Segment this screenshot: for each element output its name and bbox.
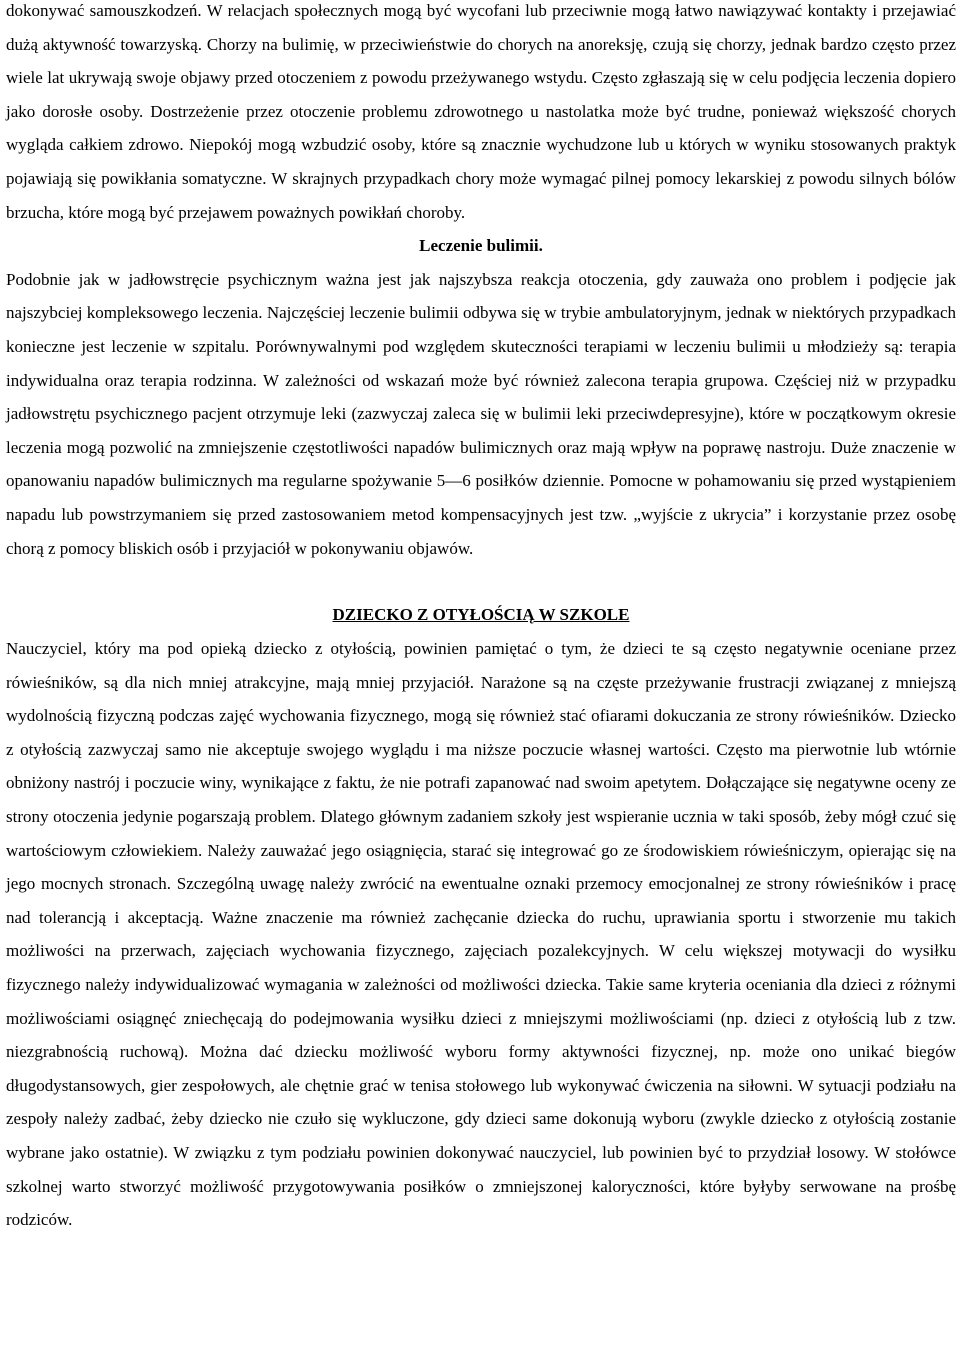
bulimia-treatment-heading: Leczenie bulimii. xyxy=(419,236,543,256)
obesity-section-paragraph: Nauczyciel, który ma pod opieką dziecko z otyłością, powinien pamiętać o tym, że dzieci te są często negatywnie oceniane przez rówieśników, są dla nich mniej atrakcyjne, mają mniej przyjaciół. Narażone są na częste przeżywanie frustracji związanej z mniejszą wydolnością fizyczną podczas zajęć wychowania fizycznego, mogą się również stać ofiarami dokuczania ze strony rówieśników. Dziecko z otyłością zazwyczaj samo nie akceptuje swojego wyglądu i ma niższe poczucie własnej wartości. Często ma pierwotnie lub wtórnie obniżony nastrój i poczucie winy, wynikające z faktu, że nie potrafi zapanować nad swoim apetytem. Dołączające się negatywne oceny ze strony otoczenia jedynie pogarszają problem. Dlatego głównym zadaniem szkoły jest wspieranie ucznia w taki sposób, żeby mógł czuć się wartościowym człowiekiem. Należy zauważać jego osiągnięcia, starać się integrować go ze środowiskiem rówieśniczym, opierając się na jego mocnych stronach. Szczególną uwagę należy zwrócić na ewentualne oznaki przemocy emocjonalnej ze strony rówieśników i pracę nad tolerancją i akceptacją. Ważne znaczenie ma również zachęcanie dziecka do ruchu, uprawiania sportu i stworzenie mu takich możliwości na przerwach, zajęciach wychowania fizycznego, zajęciach pozalekcyjnych. W celu większej motywacji do wysiłku fizycznego należy indywidualizować wymagania w zależności od możliwości dziecka. Takie same kryteria oceniania dla dzieci z różnymi możliwościami osiągnęć zniechęcają do podejmowania wysiłku dzieci z mniejszymi możliwościami (np. dzieci z otyłością lub z tzw. niezgrabnością ruchową). Można dać dziecku możliwość wyboru formy aktywności fizycznej, np. może ono unikać biegów długodystansowych, gier zespołowych, ale chętnie grać w tenisa stołowego lub wykonywać ćwiczenia na siłowni. W sytuacji podziału na zespoły należy zadbać, żeby dziecko nie czuło się wykluczone, gdy dzieci same dokonują wyboru (zwykle dziecko z otyłością zostanie wybrane jako ostatnie). W związku z tym podziału powinien dokonywać nauczyciel, lub powinien być to przydział losowy. W stołówce szkolnej warto stworzyć możliwość przygotowywania posiłków o zmniejszonej kaloryczności, które byłyby serwowane na prośbę rodziców. xyxy=(6,639,956,1230)
bulimia-continuation-paragraph: dokonywać samouszkodzeń. W relacjach społecznych mogą być wycofani lub przeciwnie mogą łatwo nawiązywać kontakty i przejawiać dużą aktywność towarzyską. Chorzy na bulimię, w przeciwieństwie do chorych na anoreksję, czują się chorzy, jednak bardzo często przez wiele lat ukrywają swoje objawy przed otoczeniem z powodu przeżywanego wstydu. Często zgłaszają się w celu podjęcia leczenia dopiero jako dorosłe osoby. Dostrzeżenie przez otoczenie problemu zdrowotnego u nastolatka może być trudne, ponieważ większość chorych wygląda całkiem zdrowo. Niepokój mogą wzbudzić osoby, które są znacznie wychudzone lub u których w wyniku stosowanych praktyk pojawiają się powikłania somatyczne. W skrajnych przypadkach chory może wymagać pilnej pomocy lekarskiej z powodu silnych bólów brzucha, które mogą być przejawem poważnych powikłań choroby. xyxy=(6,1,956,222)
bulimia-treatment-paragraph: Podobnie jak w jadłowstręcie psychicznym ważna jest jak najszybsza reakcja otoczenia, gdy zauważa ono problem i podjęcie jak najszybciej kompleksowego leczenia. Najczęściej leczenie bulimii odbywa się w trybie ambulatoryjnym, jednak w niektórych przypadkach konieczne jest leczenie w szpitalu. Porównywalnymi pod względem skuteczności terapiami w leczeniu bulimii u młodzieży są: terapia indywidualna oraz terapia rodzinna. W zależności od wskazań może być również zalecona terapia grupowa. Częściej niż w przypadku jadłowstrętu psychicznego pacjent otrzymuje leki (zazwyczaj zaleca się w bulimii leki przeciwdepresyjne), które w początkowym okresie leczenia mogą pozwolić na zmniejszenie częstotliwości napadów bulimicznych oraz mają wpływ na poprawę nastroju. Duże znaczenie w opanowaniu napadów bulimicznych ma regularne spożywanie 5—6 posiłków dziennie. Pomocne w pohamowaniu się przed wystąpieniem napadu lub powstrzymaniem się przed zastosowaniem metod kompensacyjnych jest tzw. „wyjście z ukrycia” i korzystanie przez osobę chorą z pomocy bliskich osób i przyjaciół w pokonywaniu objawów. xyxy=(6,269,956,558)
obesity-section-heading: DZIECKO Z OTYŁOŚCIĄ W SZKOLE xyxy=(332,605,630,625)
document-page xyxy=(6,0,956,1237)
